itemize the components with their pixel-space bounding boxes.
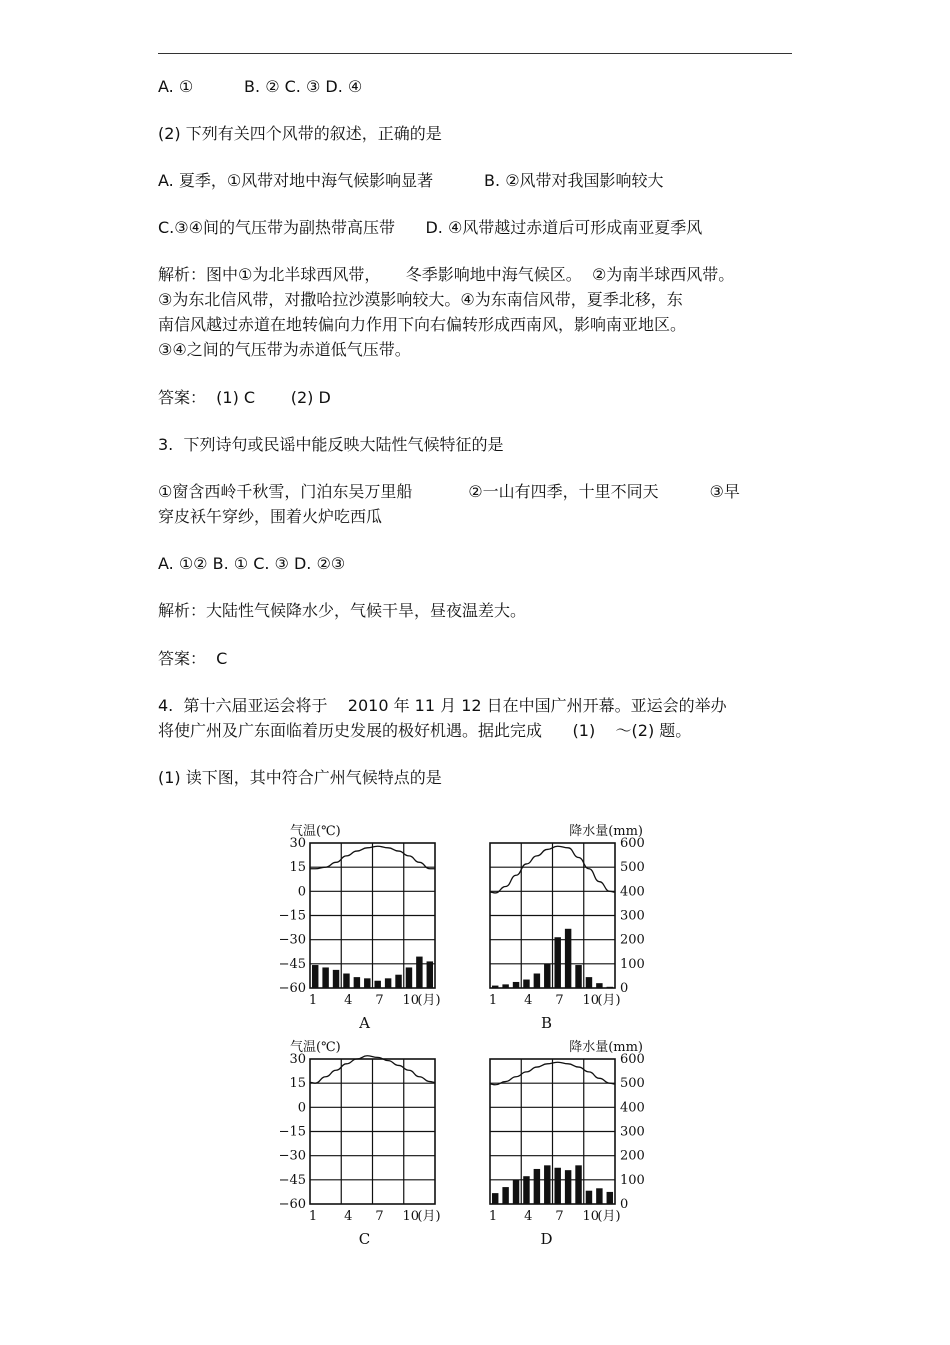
precipitation-bar xyxy=(492,986,498,988)
chart-d xyxy=(490,1059,615,1204)
precipitation-tick-label: 0 xyxy=(620,1197,629,1212)
month-tick-label: 4 xyxy=(524,993,533,1008)
temperature-tick-label: 0 xyxy=(297,884,306,900)
precipitation-tick-label: 300 xyxy=(620,908,645,924)
precipitation-bar xyxy=(343,974,349,989)
precipitation-bar xyxy=(565,929,571,988)
q3-analysis: 解析：大陆性气候降水少，气候干旱，昼夜温差大。 xyxy=(158,601,527,620)
precipitation-bar xyxy=(427,961,433,988)
chart-a xyxy=(310,843,435,988)
precipitation-bar xyxy=(586,977,592,988)
month-tick-label: 10 xyxy=(582,993,600,1008)
precipitation-bar xyxy=(607,1192,613,1204)
precipitation-tick-label: 300 xyxy=(620,1124,645,1140)
precipitation-bar xyxy=(596,1188,602,1204)
q-prev-sub2-stem: (2) 下列有关四个风带的叙述，正确的是 xyxy=(158,124,442,143)
precipitation-bar xyxy=(406,967,412,988)
precipitation-bar xyxy=(575,1165,581,1204)
temperature-tick-label: −30 xyxy=(278,932,306,948)
q3-items-line-1: ①窗含西岭千秋雪，门泊东吴万里船 ②一山有四季，十里不同天 ③早 xyxy=(158,482,740,501)
precipitation-bar xyxy=(554,1168,560,1204)
month-unit-label: (月) xyxy=(597,993,621,1008)
precipitation-bar xyxy=(565,1170,571,1204)
q-prev-answer: 答案： (1) C (2) D xyxy=(158,388,331,407)
precipitation-tick-label: 200 xyxy=(620,932,645,948)
precipitation-bar xyxy=(374,981,380,988)
q3-stem: 3. 下列诗句或民谣中能反映大陆性气候特征的是 xyxy=(158,435,504,454)
precipitation-bar xyxy=(534,1169,540,1204)
precipitation-tick-label: 200 xyxy=(620,1148,645,1164)
month-tick-label: 10 xyxy=(582,1209,600,1224)
q-prev-analysis-line-1: 解析：图中①为北半球西风带， 冬季影响地中海气候区。 ②为南半球西风带。 xyxy=(158,265,735,284)
precipitation-axis-title: 降水量(mm) xyxy=(569,1040,643,1055)
precipitation-bar xyxy=(513,1180,519,1204)
precipitation-bar xyxy=(607,987,613,988)
q4-sub1-stem: (1) 读下图，其中符合广州气候特点的是 xyxy=(158,768,442,787)
precipitation-bar xyxy=(586,1191,592,1204)
precipitation-bar xyxy=(395,975,401,988)
q3-options: A. ①② B. ① C. ③ D. ②③ xyxy=(158,554,346,573)
month-unit-label: (月) xyxy=(417,993,441,1008)
chart-b xyxy=(490,843,615,988)
month-tick-label: 1 xyxy=(488,1209,498,1224)
q3-items-line-2: 穿皮袄午穿纱，围着火炉吃西瓜 xyxy=(158,507,383,526)
temperature-tick-label: −60 xyxy=(278,1197,306,1212)
q3-answer: 答案： C xyxy=(158,649,228,668)
temperature-tick-label: −15 xyxy=(278,908,306,924)
precipitation-tick-label: 500 xyxy=(620,1076,645,1092)
month-tick-label: 7 xyxy=(555,1209,564,1224)
month-tick-label: 7 xyxy=(555,993,564,1008)
month-tick-label: 1 xyxy=(308,993,318,1008)
header-rule xyxy=(158,53,792,54)
month-tick-label: 7 xyxy=(375,993,384,1008)
precipitation-tick-label: 100 xyxy=(620,1172,645,1188)
month-tick-label: 4 xyxy=(524,1209,533,1224)
precipitation-bar xyxy=(544,964,550,988)
precipitation-tick-label: 500 xyxy=(620,860,645,876)
q-prev-analysis-line-3: 南信风越过赤道在地转偏向力作用下向右偏转形成西南风，影响南亚地区。 xyxy=(158,315,687,334)
chart-caption: C xyxy=(358,1230,371,1248)
precipitation-bar xyxy=(312,965,318,988)
q-prev-options: A. ① B. ② C. ③ D. ④ xyxy=(158,77,363,96)
precipitation-tick-label: 0 xyxy=(620,981,629,996)
month-tick-label: 10 xyxy=(402,1209,420,1224)
q-prev-sub2-options-cd: C.③④间的气压带为副热带高压带 D. ④风带越过赤道后可形成南亚夏季风 xyxy=(158,218,703,237)
precipitation-axis-title: 降水量(mm) xyxy=(569,824,643,839)
temperature-tick-label: 15 xyxy=(289,1076,306,1092)
temperature-tick-label: −60 xyxy=(278,981,306,996)
q-prev-sub2-options-ab: A. 夏季，①风带对地中海气候影响显著 B. ②风带对我国影响较大 xyxy=(158,171,664,190)
precipitation-bar xyxy=(354,977,360,988)
temperature-tick-label: −30 xyxy=(278,1148,306,1164)
precipitation-bar xyxy=(596,983,602,988)
climate-charts-svg xyxy=(270,815,670,1255)
precipitation-bar xyxy=(544,1165,550,1204)
precipitation-bar xyxy=(554,937,560,988)
month-tick-label: 7 xyxy=(375,1209,384,1224)
temperature-tick-label: 0 xyxy=(297,1100,306,1116)
precipitation-bar xyxy=(416,957,422,988)
precipitation-bar xyxy=(385,978,391,988)
temperature-axis-title: 气温(℃) xyxy=(290,824,341,839)
chart-caption: A xyxy=(359,1014,370,1032)
q-prev-analysis-line-4: ③④之间的气压带为赤道低气压带。 xyxy=(158,340,411,359)
precipitation-bar xyxy=(333,970,339,988)
precipitation-bar xyxy=(575,965,581,988)
temperature-tick-label: −45 xyxy=(278,1172,306,1188)
precipitation-bar xyxy=(322,967,328,988)
month-tick-label: 1 xyxy=(488,993,498,1008)
month-tick-label: 1 xyxy=(308,1209,318,1224)
precipitation-tick-label: 600 xyxy=(620,836,645,851)
precipitation-bar xyxy=(492,1193,498,1204)
temperature-tick-label: 30 xyxy=(289,836,306,851)
month-unit-label: (月) xyxy=(417,1209,441,1224)
chart-caption: D xyxy=(540,1230,553,1248)
temperature-tick-label: −15 xyxy=(278,1124,306,1140)
precipitation-bar xyxy=(523,1176,529,1204)
q4-stem-line-2: 将使广州及广东面临着历史发展的极好机遇。据此完成 (1) ～(2) 题。 xyxy=(158,721,692,740)
temperature-axis-title: 气温(℃) xyxy=(290,1040,341,1055)
chart-c xyxy=(310,1056,435,1204)
month-tick-label: 4 xyxy=(344,1209,353,1224)
temperature-tick-label: 30 xyxy=(289,1052,306,1067)
q-prev-analysis-line-2: ③为东北信风带，对撒哈拉沙漠影响较大。④为东南信风带，夏季北移，东 xyxy=(158,290,683,309)
precipitation-bar xyxy=(502,984,508,988)
month-unit-label: (月) xyxy=(597,1209,621,1224)
precipitation-bar xyxy=(502,1187,508,1204)
precipitation-tick-label: 100 xyxy=(620,956,645,972)
precipitation-tick-label: 400 xyxy=(620,884,645,900)
precipitation-tick-label: 400 xyxy=(620,1100,645,1116)
precipitation-tick-label: 600 xyxy=(620,1052,645,1067)
month-tick-label: 4 xyxy=(344,993,353,1008)
precipitation-bar xyxy=(523,980,529,988)
precipitation-bar xyxy=(534,974,540,989)
temperature-tick-label: −45 xyxy=(278,956,306,972)
climate-charts-figure xyxy=(270,815,670,1255)
chart-caption: B xyxy=(540,1014,553,1032)
precipitation-bar xyxy=(513,982,519,988)
month-tick-label: 10 xyxy=(402,993,420,1008)
q4-stem-line-1: 4. 第十六届亚运会将于 2010 年 11 月 12 日在中国广州开幕。亚运会的举办 xyxy=(158,696,727,715)
temperature-tick-label: 15 xyxy=(289,860,306,876)
precipitation-bar xyxy=(364,978,370,988)
